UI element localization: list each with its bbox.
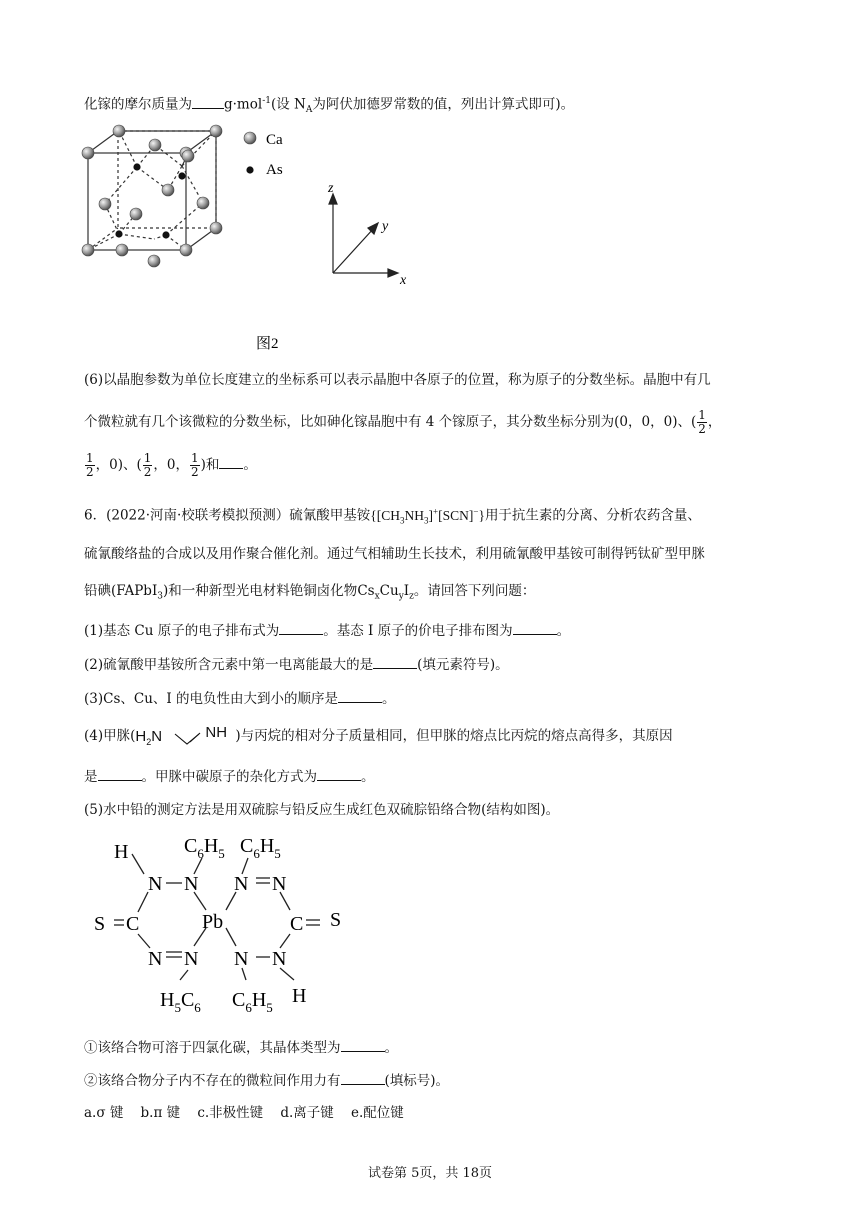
svg-text:S: S [94, 913, 106, 935]
svg-text:H: H [292, 985, 307, 1007]
c6h5-left: $C_6H_5$ [184, 835, 225, 861]
fraction: $\frac{1}{2}$ [191, 451, 199, 479]
axis-y: y [382, 219, 389, 234]
q6-part4-line2: 是 。甲脒中碳原子的杂化方式为 。 [84, 769, 375, 785]
q6-line3: $\frac{1}{2}$ ，0)、( $\frac{1}{2}$ ，0， $\frac{1}{2}$ )和 。 [86, 451, 257, 479]
answer-blank[interactable] [341, 1038, 385, 1052]
q6-part4: (4)甲脒( $H_2N$ NH )与丙烷的相对分子质量相同，但甲脒的熔点比丙烷的熔点高得多，其原因 [84, 723, 673, 747]
option-c[interactable]: c.非极性键 [197, 1105, 264, 1121]
svg-text:N: N [272, 948, 287, 970]
dithizone-lead-structure [84, 830, 354, 1025]
axis-z: z [328, 181, 334, 196]
sub5-q2: ②该络合物分子内不存在的微粒间作用力有 (填标号)。 [84, 1073, 450, 1089]
svg-text:N: N [184, 873, 199, 895]
molar-mass-line: 化镓的摩尔质量为 g·mol$^{-1}$(设 $N_A$为阿伏加德罗常数的值，列出计算式即可)。 [84, 96, 575, 116]
q6-part3: (3)Cs、Cu、I 的电负性由大到小的顺序是 。 [84, 691, 396, 707]
sub5-options [84, 1104, 404, 1122]
c6h5-right: $C_6H_5$ [240, 835, 281, 861]
fraction: $\frac{1}{2}$ [143, 451, 152, 479]
sub5-q1: ①该络合物可溶于四氯化碳，其晶体类型为 。 [84, 1040, 398, 1056]
q6-part2: (2)硫氰酸甲基铵所含元素中第一电离能最大的是 (填元素符号)。 [84, 657, 509, 673]
legend-ca: Ca [266, 132, 283, 148]
page-footer: 试卷第 5页，共 18页 [367, 1166, 493, 1181]
axis-x: x [400, 273, 407, 288]
answer-blank[interactable] [317, 767, 361, 781]
answer-blank[interactable] [98, 767, 142, 781]
option-e[interactable]: e.配位键 [350, 1105, 404, 1121]
svg-text:N: N [148, 948, 163, 970]
answer-blank[interactable] [338, 689, 382, 703]
option-b[interactable]: b.π 键 [140, 1105, 181, 1121]
answer-blank[interactable] [513, 621, 557, 635]
legend-as: As [266, 162, 283, 178]
crystal-cell-figure [70, 118, 450, 363]
q6-part5: (5)水中铅的测定方法是用双硫腙与铅反应生成红色双硫腙铅络合物(结构如图)。 [84, 802, 560, 818]
fraction: $\frac{1}{2}$ [698, 408, 706, 436]
answer-blank[interactable] [279, 621, 323, 635]
h5c6-bottom: $H_5C_6$ [160, 989, 201, 1015]
fraction: $\frac{1}{2}$ [86, 451, 94, 479]
svg-text:C: C [290, 913, 304, 935]
q6-intro: 6．(2022·河南·校联考模拟预测）硫氰酸甲基铵$\{[CH_3NH_3]^+[SCN]^-\}$用于抗生素的分离、分析农药含量、 [84, 506, 701, 526]
q6-line1: (6)以晶胞参数为单位长度建立的坐标系可以表示晶胞中各原子的位置，称为原子的分数坐标。晶胞中有几 [84, 372, 711, 388]
option-d[interactable]: d.离子键 [280, 1105, 334, 1121]
answer-blank[interactable] [341, 1071, 385, 1085]
svg-text:C: C [126, 913, 140, 935]
q6-line3: 铅碘(FAPbI$_3$)和一种新型光电材料铯铜卤化物$Cs_xCu_yI_z$。请回答下列问题： [84, 583, 536, 602]
c6h5-bottom: $C_6H_5$ [232, 989, 273, 1015]
svg-text:N: N [234, 873, 249, 895]
option-a[interactable]: a.σ 键 [84, 1105, 124, 1121]
figure-caption: 图2 [256, 336, 279, 352]
svg-text:N: N [184, 948, 199, 970]
answer-blank[interactable] [373, 655, 417, 669]
svg-text:S: S [330, 909, 342, 931]
svg-text:N: N [234, 948, 249, 970]
svg-text:Pb: Pb [202, 911, 224, 933]
svg-text:H: H [114, 841, 129, 863]
formula: $\{[CH_3NH_3]^+[SCN]^-\}$ [370, 506, 485, 526]
answer-blank[interactable] [192, 95, 224, 109]
svg-text:N: N [272, 873, 287, 895]
answer-blank[interactable] [219, 455, 243, 469]
svg-text:N: N [148, 873, 163, 895]
q6-line2: 个微粒就有几个该微粒的分数坐标，比如砷化镓晶胞中有 4 个镓原子，其分数坐标分别为(0，0，0)、( $\frac{1}{2}$ ， [84, 408, 722, 436]
q6-part1: (1)基态 Cu 原子的电子排布式为 。基态 I 原子的价电子排布图为 。 [84, 623, 571, 639]
formamidine-structure: $H_2N$ NH [135, 723, 228, 747]
q6-line2: 硫氰酸络盐的合成以及用作聚合催化剂。通过气相辅助生长技术，利用硫氰酸甲基铵可制得钙钛矿型甲脒 [84, 546, 705, 562]
